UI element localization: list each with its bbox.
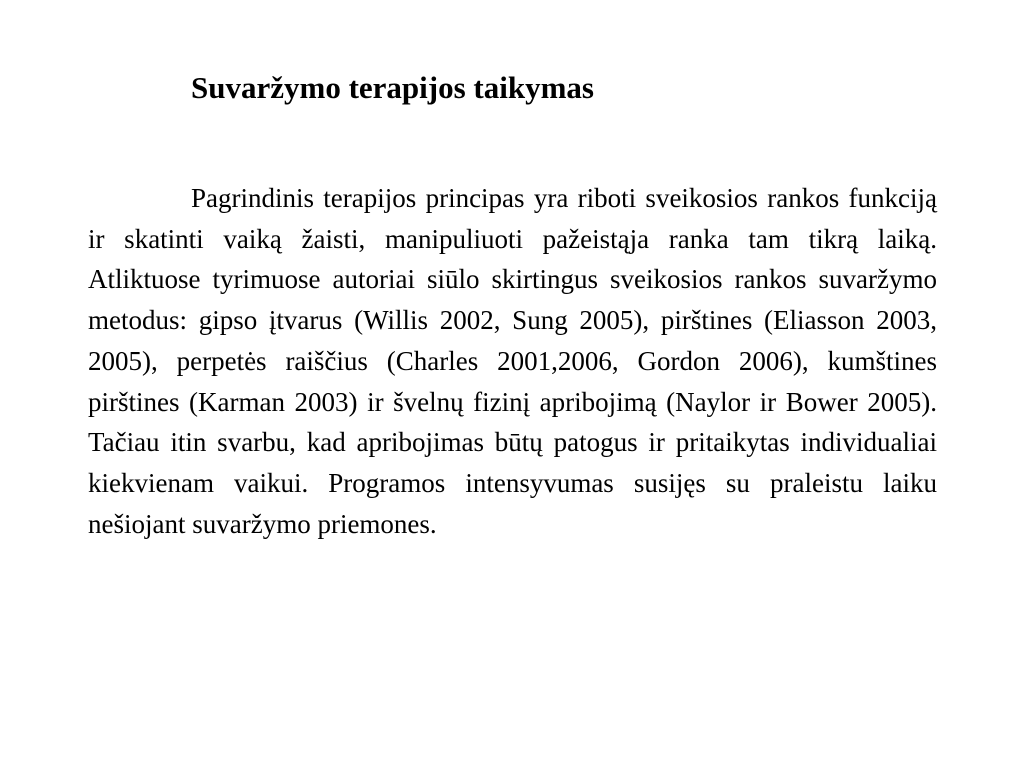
slide-title: Suvaržymo terapijos taikymas — [191, 70, 594, 105]
body-paragraph: Pagrindinis terapijos principas yra riboti sveikosios rankos funkciją ir skatinti vaiką žaisti, manipuliuoti pažeistąja ranka tam tikrą laiką. Atliktuose tyrimuose autoriai siūlo skirtingus sveikosios rankos suvaržymo metodus: gipso įtvarus (Willis 2002, Sung 2005), pirštines (Eliasson 2003, 2005), perpetės raiščius (Charles 2001,2006, Gordon 2006), kumštines pirštines (Karman 2003) ir švelnų fizinį apribojimą (Naylor ir Bower 2005). Tačiau itin svarbu, kad apribojimas būtų patogus ir pritaikytas individualiai kiekvienam vaikui. Programos intensyvumas susijęs su praleistu laiku nešiojant suvaržymo priemones. — [88, 183, 937, 539]
